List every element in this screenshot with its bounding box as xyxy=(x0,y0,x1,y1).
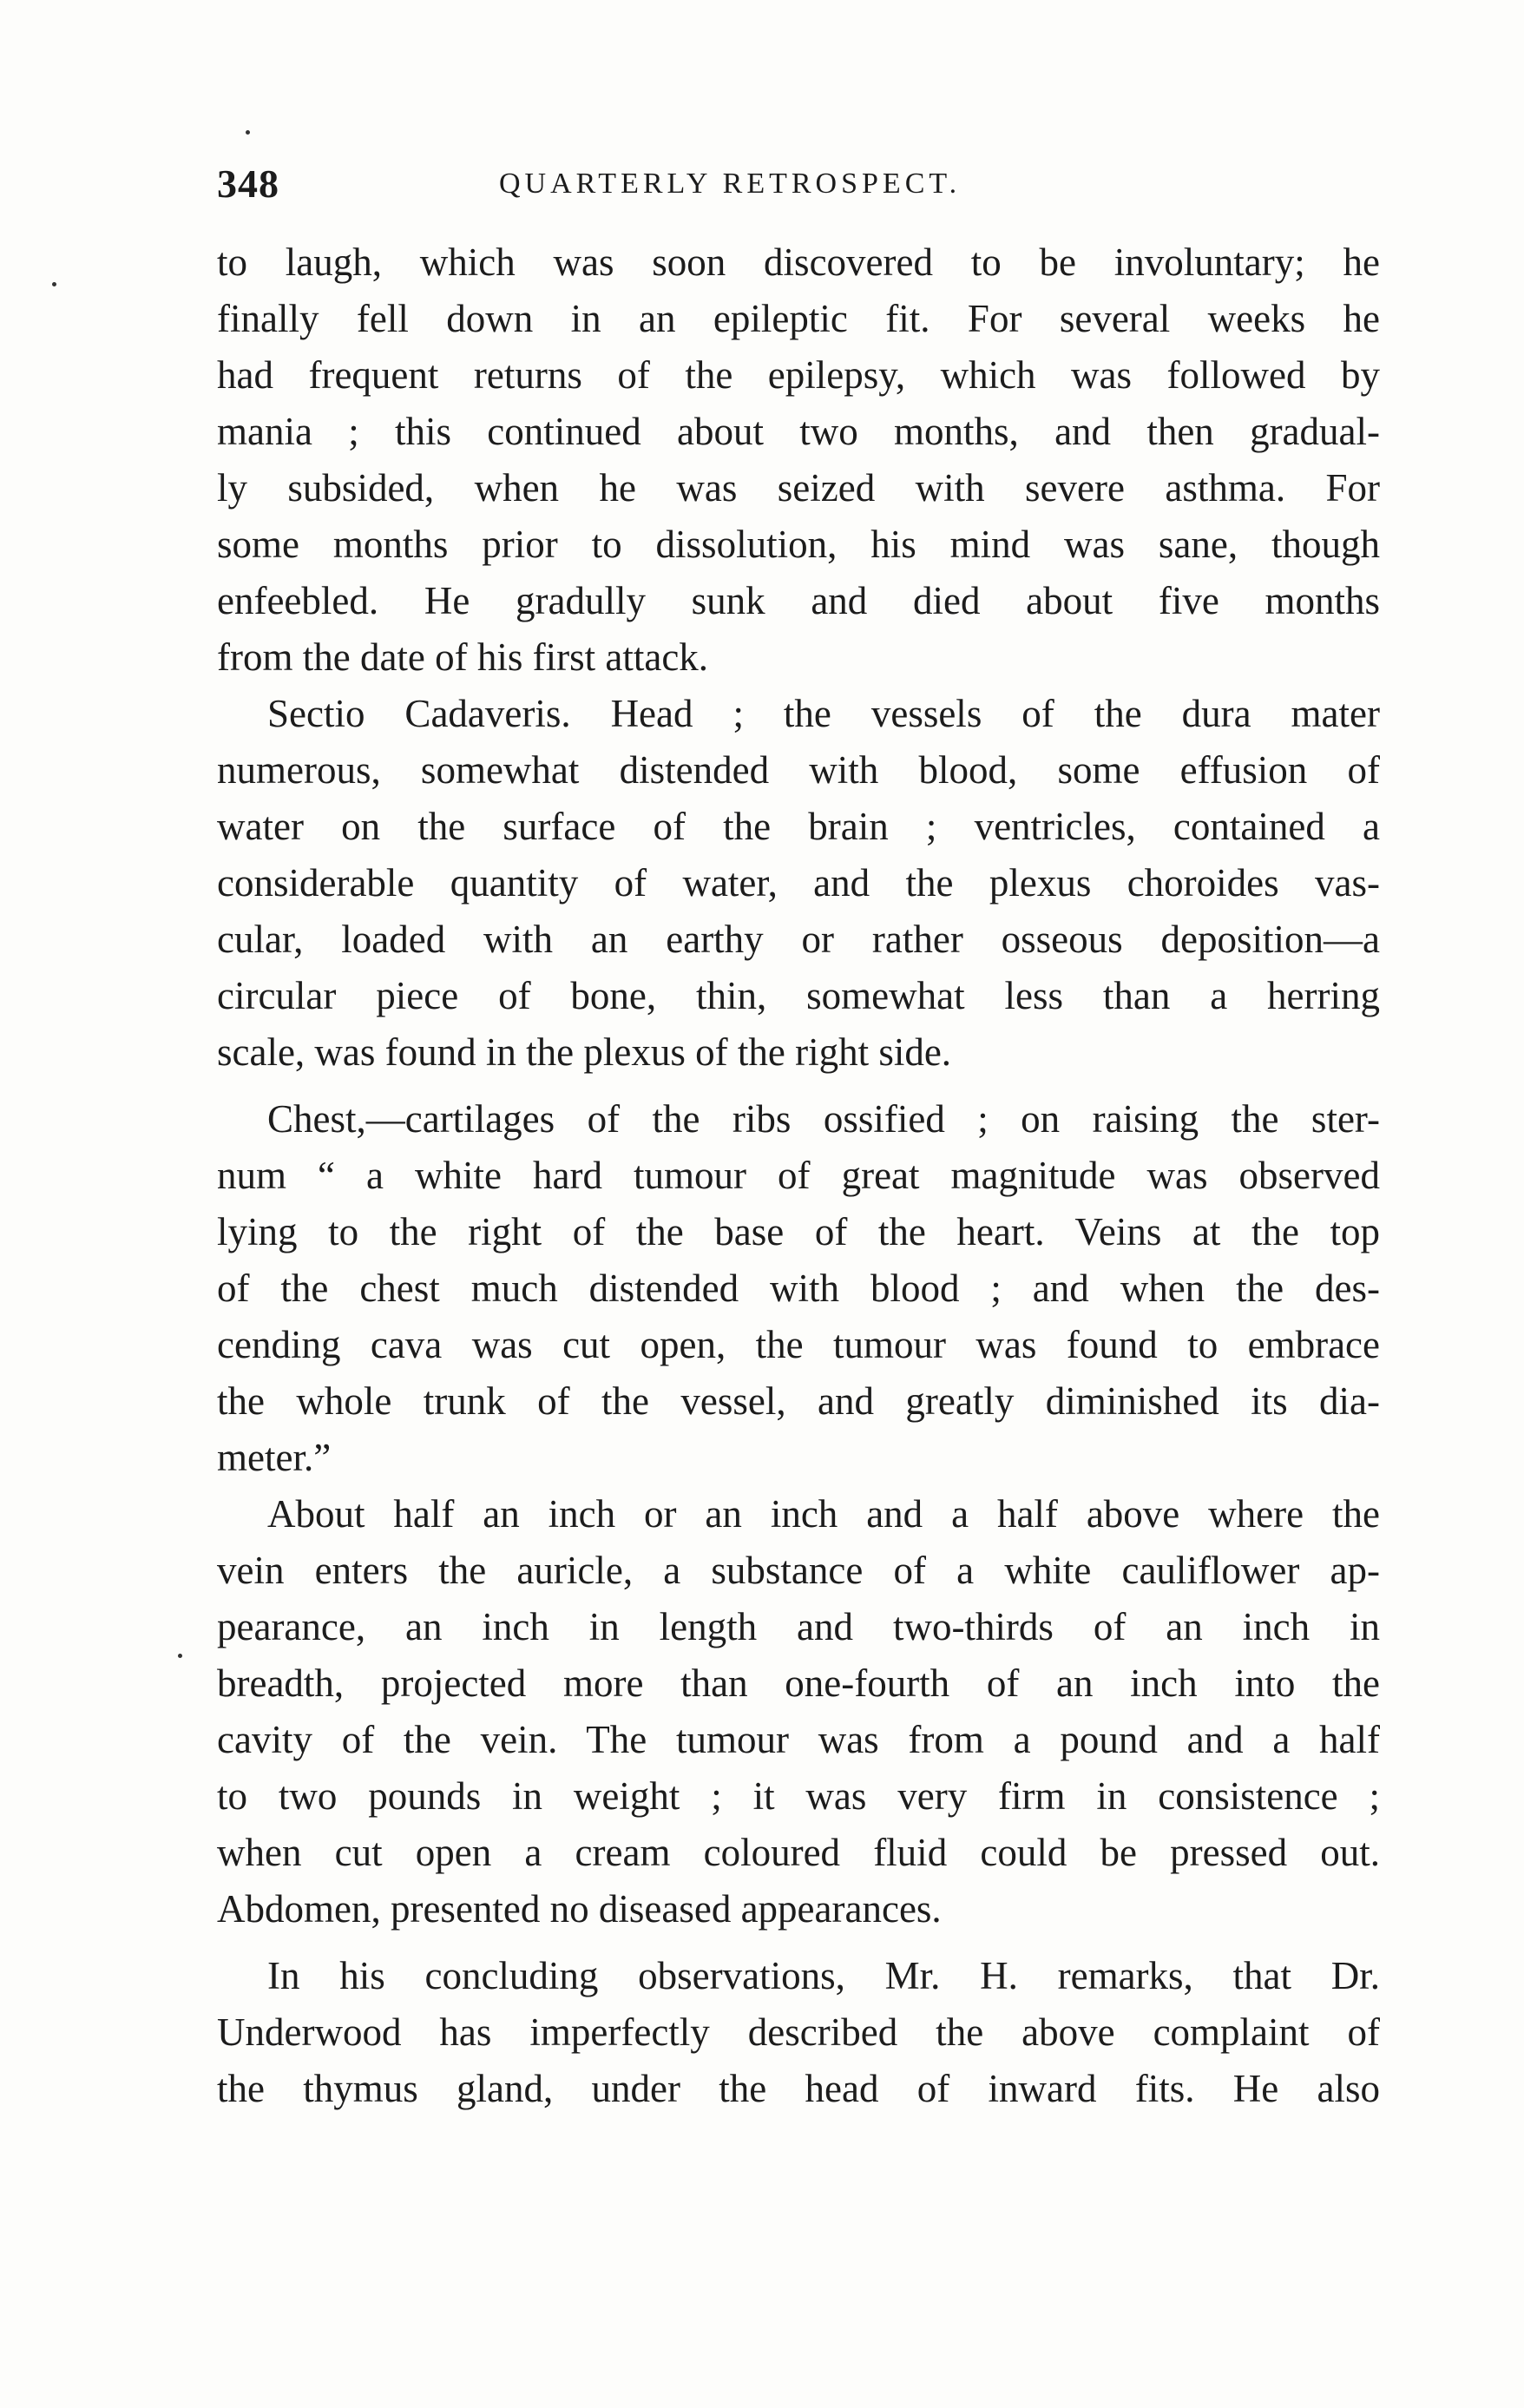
paragraph-sectio-cadaveris xyxy=(217,686,1380,1081)
paragraph-concluding xyxy=(217,1948,1380,2117)
text-line: lying to the right of the base of the heart. Veins at the top xyxy=(217,1210,1380,1253)
text-line: scale, was found in the plexus of the right side. xyxy=(217,1030,952,1074)
page-header xyxy=(217,161,1380,213)
text-line: of the chest much distended with blood ; and when the des- xyxy=(217,1267,1380,1310)
text-line: In his concluding observations, Mr. H. remarks, that Dr. xyxy=(267,1954,1380,1997)
paragraph-gap xyxy=(217,1081,1380,1091)
text-line: ly subsided, when he was seized with severe asthma. For xyxy=(217,466,1380,510)
text-line: to two pounds in weight ; it was very firm in consistence ; xyxy=(217,1774,1380,1818)
text-line: Abdomen, presented no diseased appearances. xyxy=(217,1887,942,1931)
text-line: cular, loaded with an earthy or rather osseous deposition—a xyxy=(217,918,1380,961)
text-line: when cut open a cream coloured fluid could be pressed out. xyxy=(217,1831,1380,1874)
text-line: water on the surface of the brain ; ventricles, contained a xyxy=(217,805,1380,848)
text-line: Sectio Cadaveris. Head ; the vessels of the dura mater xyxy=(267,692,1380,735)
page-number: 348 xyxy=(217,161,279,206)
text-line: finally fell down in an epileptic fit. For several weeks he xyxy=(217,297,1380,340)
text-line: cending cava was cut open, the tumour was found to embrace xyxy=(217,1323,1380,1366)
text-line: from the date of his first attack. xyxy=(217,635,709,679)
text-line: the thymus gland, under the head of inward fits. He also xyxy=(217,2067,1380,2110)
print-speck xyxy=(52,282,56,286)
text-line: to laugh, which was soon discovered to be involuntary; he xyxy=(217,240,1380,284)
text-line: breadth, projected more than one-fourth of an inch into the xyxy=(217,1661,1380,1705)
body-text xyxy=(217,234,1380,2117)
text-line: had frequent returns of the epilepsy, which was followed by xyxy=(217,353,1380,397)
paragraph-tumour xyxy=(217,1486,1380,1938)
text-line: pearance, an inch in length and two-thirds of an inch in xyxy=(217,1605,1380,1648)
paragraph-1 xyxy=(217,234,1380,686)
print-speck xyxy=(178,1654,182,1658)
text-line: Chest,—cartilages of the ribs ossified ; on raising the ster- xyxy=(267,1097,1380,1141)
text-line: enfeebled. He gradully sunk and died about five months xyxy=(217,579,1380,622)
text-line: numerous, somewhat distended with blood, some effusion of xyxy=(217,748,1380,792)
text-line: vein enters the auricle, a substance of a white cauliflower ap- xyxy=(217,1549,1380,1592)
text-line: cavity of the vein. The tumour was from a pound and a half xyxy=(217,1718,1380,1761)
text-line: some months prior to dissolution, his mind was sane, though xyxy=(217,523,1380,566)
text-line: circular piece of bone, thin, somewhat less than a herring xyxy=(217,974,1380,1017)
text-line: Underwood has imperfectly described the above complaint of xyxy=(217,2010,1380,2054)
text-line: meter.” xyxy=(217,1436,332,1479)
text-line: the whole trunk of the vessel, and greatly diminished its dia- xyxy=(217,1379,1380,1423)
paragraph-chest xyxy=(217,1091,1380,1486)
text-line: considerable quantity of water, and the plexus choroides vas- xyxy=(217,861,1380,905)
print-speck xyxy=(246,130,250,135)
text-line: mania ; this continued about two months, and then gradual- xyxy=(217,410,1380,453)
running-head: QUARTERLY RETROSPECT. xyxy=(499,168,962,200)
text-line: num “ a white hard tumour of great magnitude was observed xyxy=(217,1154,1380,1197)
text-line: About half an inch or an inch and a half above where the xyxy=(267,1492,1380,1536)
paragraph-gap xyxy=(217,1938,1380,1948)
